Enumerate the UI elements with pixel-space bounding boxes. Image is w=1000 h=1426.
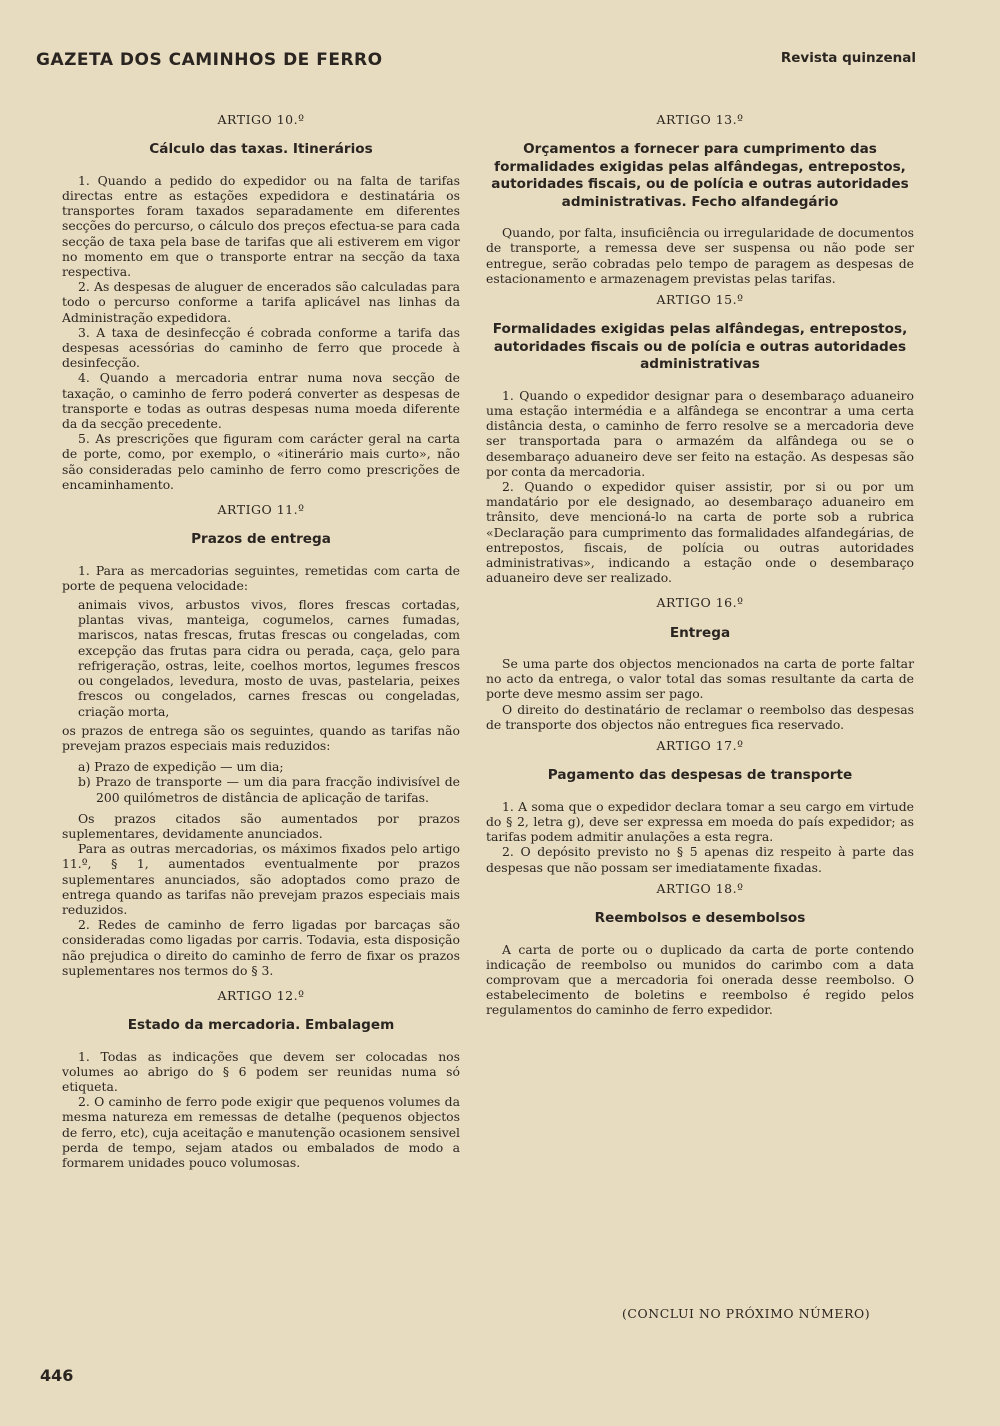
continuation-note: (CONCLUI NO PRÓXIMO NÚMERO) bbox=[622, 1306, 871, 1321]
article-12-heading: ARTIGO 12.º bbox=[217, 987, 305, 1003]
article-16-paragraph: O direito do destinatário de reclamar o reembolso das despesas de transporte dos objectos não entregues fica reservado. bbox=[486, 701, 914, 732]
article-16-paragraph: Se uma parte dos objectos mencionados na carta de porte faltar no acto da entrega, o valor total das somas resultante da carta de porte deve mesmo assim ser pago. bbox=[486, 656, 914, 702]
article-11-paragraph: Para as outras mercadorias, os máximos fixados pelo artigo 11.º, § 1, aumentados eventualmente por prazos suplementares anunciados, são adoptados como prazo de entrega quando as tarifas não prevejam prazos especiais mais reduzidos. bbox=[62, 841, 460, 917]
right-column bbox=[486, 112, 914, 1018]
article-12-title: Estado da mercadoria. Embalagem bbox=[127, 1017, 395, 1034]
article-15-title: Formalidades exigidas pelas alfândegas, entrepostos, autoridades fiscais ou de polícia e outras autoridades administrativas bbox=[492, 321, 908, 373]
article-15-paragraph: 1. Quando o expedidor designar para o desembaraço aduaneiro uma estação intermédia e a alfândega se encontrar a uma certa distância desta, o caminho de ferro resolve se a mercadoria deve ser transportada para o armazém da alfândega ou se o desembaraço aduaneiro deve ser feito na estação. As despesas são por conta da mercadoria. bbox=[486, 387, 914, 479]
article-12-paragraph: 2. O caminho de ferro pode exigir que pequenos volumes da mesma natureza em remessas de detalhe (pequenos objectos de ferro, etc), cuja aceitação e manutenção ocasionem sensivel perda de tempo, sejam atados ou embalados de modo a formarem unidades pouco volumosas. bbox=[62, 1094, 460, 1171]
article-11-paragraph: Os prazos citados são aumentados por prazos suplementares, devidamente anunciados. bbox=[62, 810, 460, 841]
article-10-paragraph: 5. As prescrições que figuram com carácter geral na carta de porte, como, por exemplo, o «itinerário mais curto», não são consideradas pelo caminho de ferro como prescrições de encaminhamento. bbox=[62, 431, 460, 492]
left-column bbox=[62, 112, 460, 1170]
article-18-heading: ARTIGO 18.º bbox=[656, 880, 744, 896]
article-17-heading: ARTIGO 17.º bbox=[656, 738, 744, 754]
article-16-heading: ARTIGO 16.º bbox=[656, 595, 744, 611]
goods-list-text: animais vivos, arbustos vivos, flores frescas cortadas, plantas vivas, manteiga, cogumelos, carnes fumadas, mariscos, natas frescas, frutas frescas ou congeladas, com excepção das frutas para cidra ou perada, caça, gelo para refrigeração, ostras, leite, coelhos mortos, legumes frescos ou congelados, levedura, mosto de uvas, pastelaria, peixes frescos ou congelados, carnes frescas ou congeladas, criação morta, bbox=[78, 597, 460, 719]
article-18-title: Reembolsos e desembolsos bbox=[594, 910, 806, 926]
article-17-title: Pagamento das despesas de transporte bbox=[547, 767, 853, 784]
magazine-subtitle: Revista quinzenal bbox=[780, 50, 916, 66]
article-10-paragraph: 3. A taxa de desinfecção é cobrada conforme a tarifa das despesas acessórias do caminho de ferro que procede à desinfecção. bbox=[62, 324, 460, 371]
article-11-heading: ARTIGO 11.º bbox=[217, 501, 305, 517]
page-number: 446 bbox=[40, 1366, 74, 1385]
article-11-paragraph: 2. Redes de caminho de ferro ligadas por barcaças são consideradas como ligadas por carris. Todavia, esta disposição não prejudica o direito do caminho de ferro de fixar os prazos suplementares nos termos do § 3. bbox=[62, 917, 460, 978]
article-13-heading: ARTIGO 13.º bbox=[656, 112, 744, 127]
article-15-heading: ARTIGO 15.º bbox=[656, 292, 744, 308]
article-15-paragraph: 2. Quando o expedidor quiser assistir, por si ou por um mandatário por ele designado, ao desembaraço aduaneiro em trânsito, deve mencioná-lo na carta de porte sob a rubrica «Declaração para cumprimento das formalidades alfandegárias, de entrepostos, fiscais, de polícia ou outras autoridades administrativas», indicando a estação onde o desembaraço aduaneiro deve ser realizado. bbox=[486, 478, 914, 586]
article-13-title: Orçamentos a fornecer para cumprimento das formalidades exigidas pelas alfândegas, entrepostos, autoridades fiscais, ou de polícia e outras autoridades administrativas. Fecho alfandegário bbox=[491, 141, 909, 210]
article-16-title: Entrega bbox=[669, 624, 731, 641]
article-11-paragraph: os prazos de entrega são os seguintes, quando as tarifas não prevejam prazos especiais mais reduzidos: bbox=[62, 722, 460, 753]
goods-list bbox=[78, 597, 460, 719]
article-11-paragraph: 1. Para as mercadorias seguintes, remetidas com carta de porte de pequena velocidade: bbox=[62, 562, 460, 593]
article-11-title: Prazos de entrega bbox=[191, 531, 331, 548]
list-item-a: a) Prazo de expedição — um dia; bbox=[78, 759, 284, 775]
list-item-b: b) Prazo de transporte — um dia para fracção indivisível de 200 quilómetros de distância de aplicação de tarifas. bbox=[78, 774, 460, 805]
article-10-heading: ARTIGO 10.º bbox=[217, 112, 305, 127]
article-17-paragraph: 2. O depósito previsto no § 5 apenas diz respeito à parte das despesas que não possam ser imediatamente fixadas. bbox=[486, 844, 914, 875]
article-12-paragraph: 1. Todas as indicações que devem ser colocadas nos volumes ao abrigo do § 6 podem ser reunidas numa só etiqueta. bbox=[62, 1048, 460, 1095]
article-10-title: Cálculo das taxas. Itinerários bbox=[149, 141, 373, 158]
magazine-title: GAZETA DOS CAMINHOS DE FERRO bbox=[36, 50, 383, 70]
article-18-paragraph: A carta de porte ou o duplicado da carta de porte contendo indicação de reembolso ou munidos do carimbo com a data comprovam que a mercadoria foi onerada desse reembolso. O estabelecimento de boletins e reembolso é regido pelos regulamentos do caminho de ferro expedidor. bbox=[486, 941, 914, 1018]
article-13-paragraph: Quando, por falta, insuficiência ou irregularidade de documentos de transporte, a remessa deve ser suspensa ou não pode ser entregue, serão cobradas pelo tempo de paragem as despesas de estacionamento e armazenagem previstas pelas tarifas. bbox=[486, 225, 914, 286]
article-10-paragraph: 2. As despesas de aluguer de encerados são calculadas para todo o percurso conforme a tarifa aplicável nas linhas da Administração expedidora. bbox=[62, 279, 460, 325]
article-17-paragraph: 1. A soma que o expedidor declara tomar a seu cargo em virtude do § 2, letra g), deve ser expressa em moeda do país expedidor; as tarifas podem admitir anulações a esta regra. bbox=[486, 798, 914, 845]
article-10-paragraph: 4. Quando a mercadoria entrar numa nova secção de taxação, o caminho de ferro poderá converter as despesas de transporte e todas as outras despesas numa moeda diferente da da secção precedente. bbox=[62, 370, 460, 431]
article-10-paragraph: 1. Quando a pedido do expedidor ou na falta de tarifas directas entre as estações expedidora e destinatária os transportes foram taxados separadamente em diferentes secções do percurso, o cálculo dos preços efectua-se para cada secção de taxa pela base de tarifas que ali estiverem em vigor no momento em que o transporte entrar na secção da taxa respectiva. bbox=[62, 172, 460, 279]
